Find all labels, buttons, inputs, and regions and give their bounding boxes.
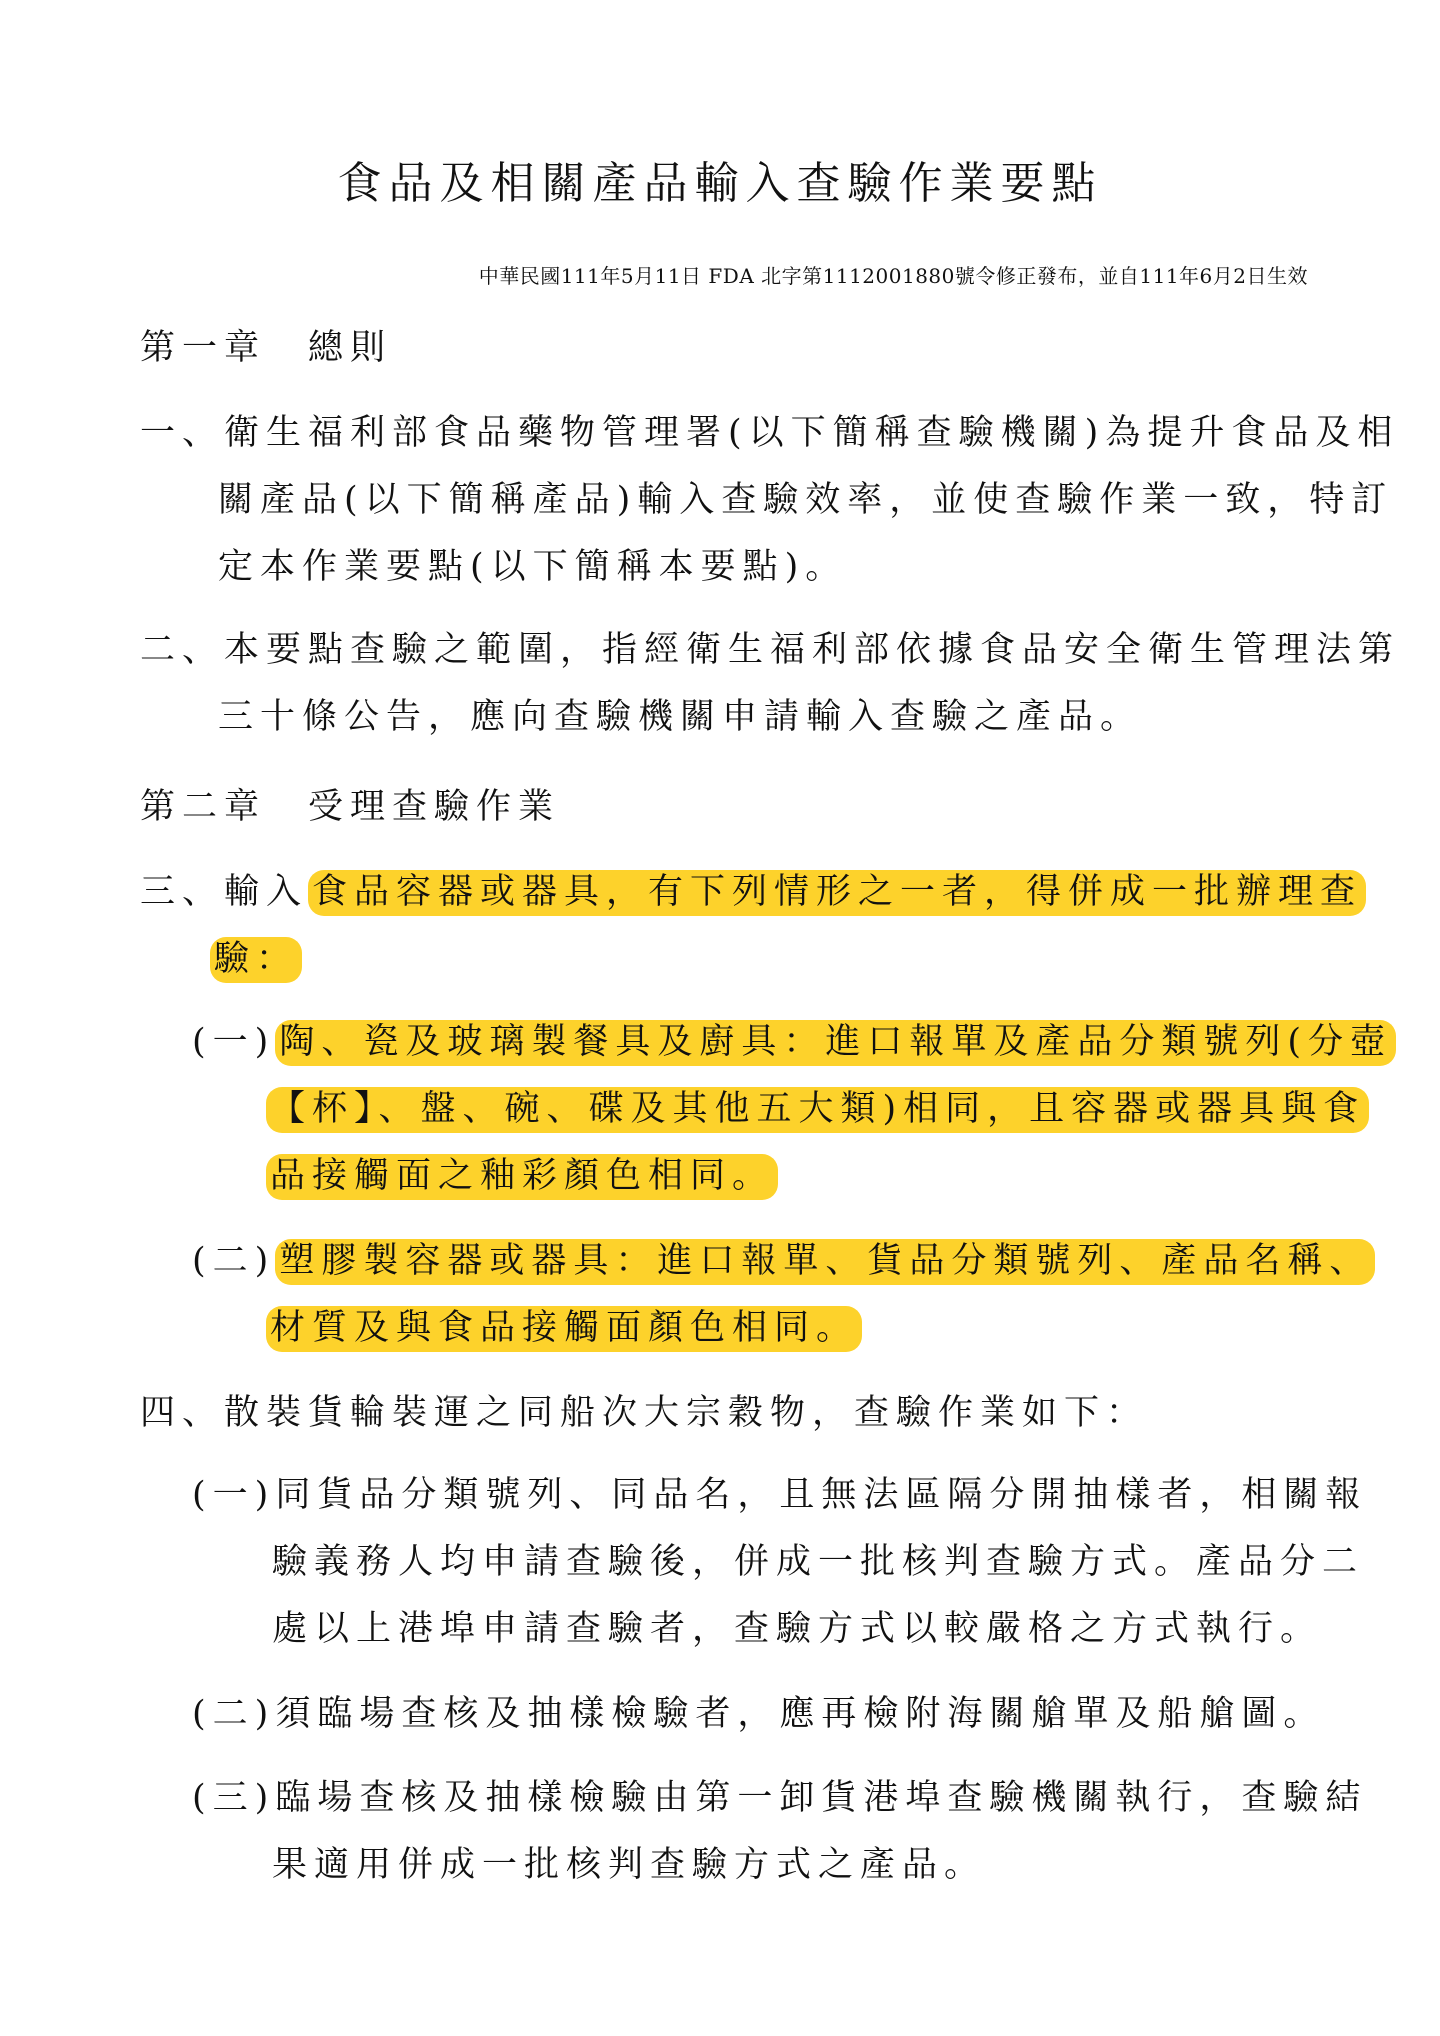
item-4-line-1 [140,1388,1148,1438]
document-title: 食品及相關產品輸入查驗作業要點 [337,158,1103,209]
item-3-sub-2-line-2 [266,1303,862,1353]
item-3-highlight: 食品容器或器具，有下列情形之一者，得併成一批辦理查 [308,870,1366,916]
item-4-prefix: 四、 [140,1393,225,1433]
item-3-sub-2-highlight-2: 材質及與食品接觸面顏色相同。 [266,1306,862,1352]
item-3-line-2 [210,934,302,984]
item-1-prefix: 一、 [140,413,225,453]
item-3-sub-1-line-1 [192,1017,1396,1067]
item-1-text: 衛生福利部食品藥物管理署(以下簡稱查驗機關)為提升食品及相 [224,413,1400,453]
item-4-sub-3-prefix: (三) [192,1778,276,1818]
item-3-sub-2-line-1 [192,1236,1375,1286]
item-4-sub-1-prefix: (一) [192,1475,276,1515]
item-3-highlight-cont: 驗： [210,937,302,983]
item-1-line-2: 關產品(以下簡稱產品)輸入查驗效率，並使查驗作業一致，特訂 [218,480,1394,520]
item-4-sub-3-text: 臨場查核及抽樣檢驗由第一卸貨港埠查驗機關執行，查驗結 [275,1778,1368,1818]
item-3-sub-2-highlight: 塑膠製容器或器具：進口報單、貨品分類號列、產品名稱、 [275,1239,1375,1285]
item-3-sub-1-highlight-2: 【杯】、盤、碗、碟及其他五大類)相同，且容器或器具與食 [266,1087,1369,1133]
chapter-1-heading: 第一章 總則 [140,328,393,368]
item-4-sub-1-line-3: 處以上港埠申請查驗者，查驗方式以較嚴格之方式執行。 [272,1609,1323,1649]
item-4-sub-2-text: 須臨場查核及抽樣檢驗者，應再檢附海關艙單及船艙圖。 [275,1694,1326,1734]
item-3-line-1 [140,867,1366,917]
item-3-sub-1-highlight: 陶、瓷及玻璃製餐具及廚具：進口報單及產品分類號列(分壺 [275,1020,1396,1066]
item-2-prefix: 二、 [140,630,225,670]
item-2-line-2: 三十條公告，應向查驗機關申請輸入查驗之產品。 [218,697,1143,737]
item-4-sub-1-line-2: 驗義務人均申請查驗後，併成一批核判查驗方式。產品分二 [272,1542,1365,1582]
item-4-sub-3-line-1 [192,1773,1367,1823]
item-2-line-1 [140,625,1400,675]
item-4-text: 散裝貨輪裝運之同船次大宗穀物，查驗作業如下： [224,1393,1149,1433]
item-3-sub-1-prefix: (一) [192,1022,276,1062]
item-3-sub-1-line-3 [266,1151,778,1201]
item-1-line-1 [140,408,1399,458]
item-1-line-3: 定本作業要點(以下簡稱本要點)。 [218,547,848,587]
item-4-sub-2-prefix: (二) [192,1694,276,1734]
item-4-sub-1-line-1 [192,1470,1367,1520]
item-4-sub-3-line-2: 果適用併成一批核判查驗方式之產品。 [272,1845,987,1885]
item-3-lead: 輸入 [224,872,309,912]
item-3-sub-2-prefix: (二) [192,1241,276,1281]
item-4-sub-2-line-1 [192,1689,1325,1739]
chapter-2-heading: 第二章 受理查驗作業 [140,787,561,827]
item-3-sub-1-line-2 [266,1084,1369,1134]
item-4-sub-1-text: 同貨品分類號列、同品名，且無法區隔分開抽樣者，相關報 [275,1475,1368,1515]
item-2-text: 本要點查驗之範圍，指經衛生福利部依據食品安全衛生管理法第 [224,630,1401,670]
item-3-sub-1-highlight-3: 品接觸面之釉彩顏色相同。 [266,1154,778,1200]
publication-note: 中華民國111年5月11日 FDA 北字第1112001880號令修正發布，並自111年6月2日生效 [478,264,1308,288]
item-3-prefix: 三、 [140,872,225,912]
